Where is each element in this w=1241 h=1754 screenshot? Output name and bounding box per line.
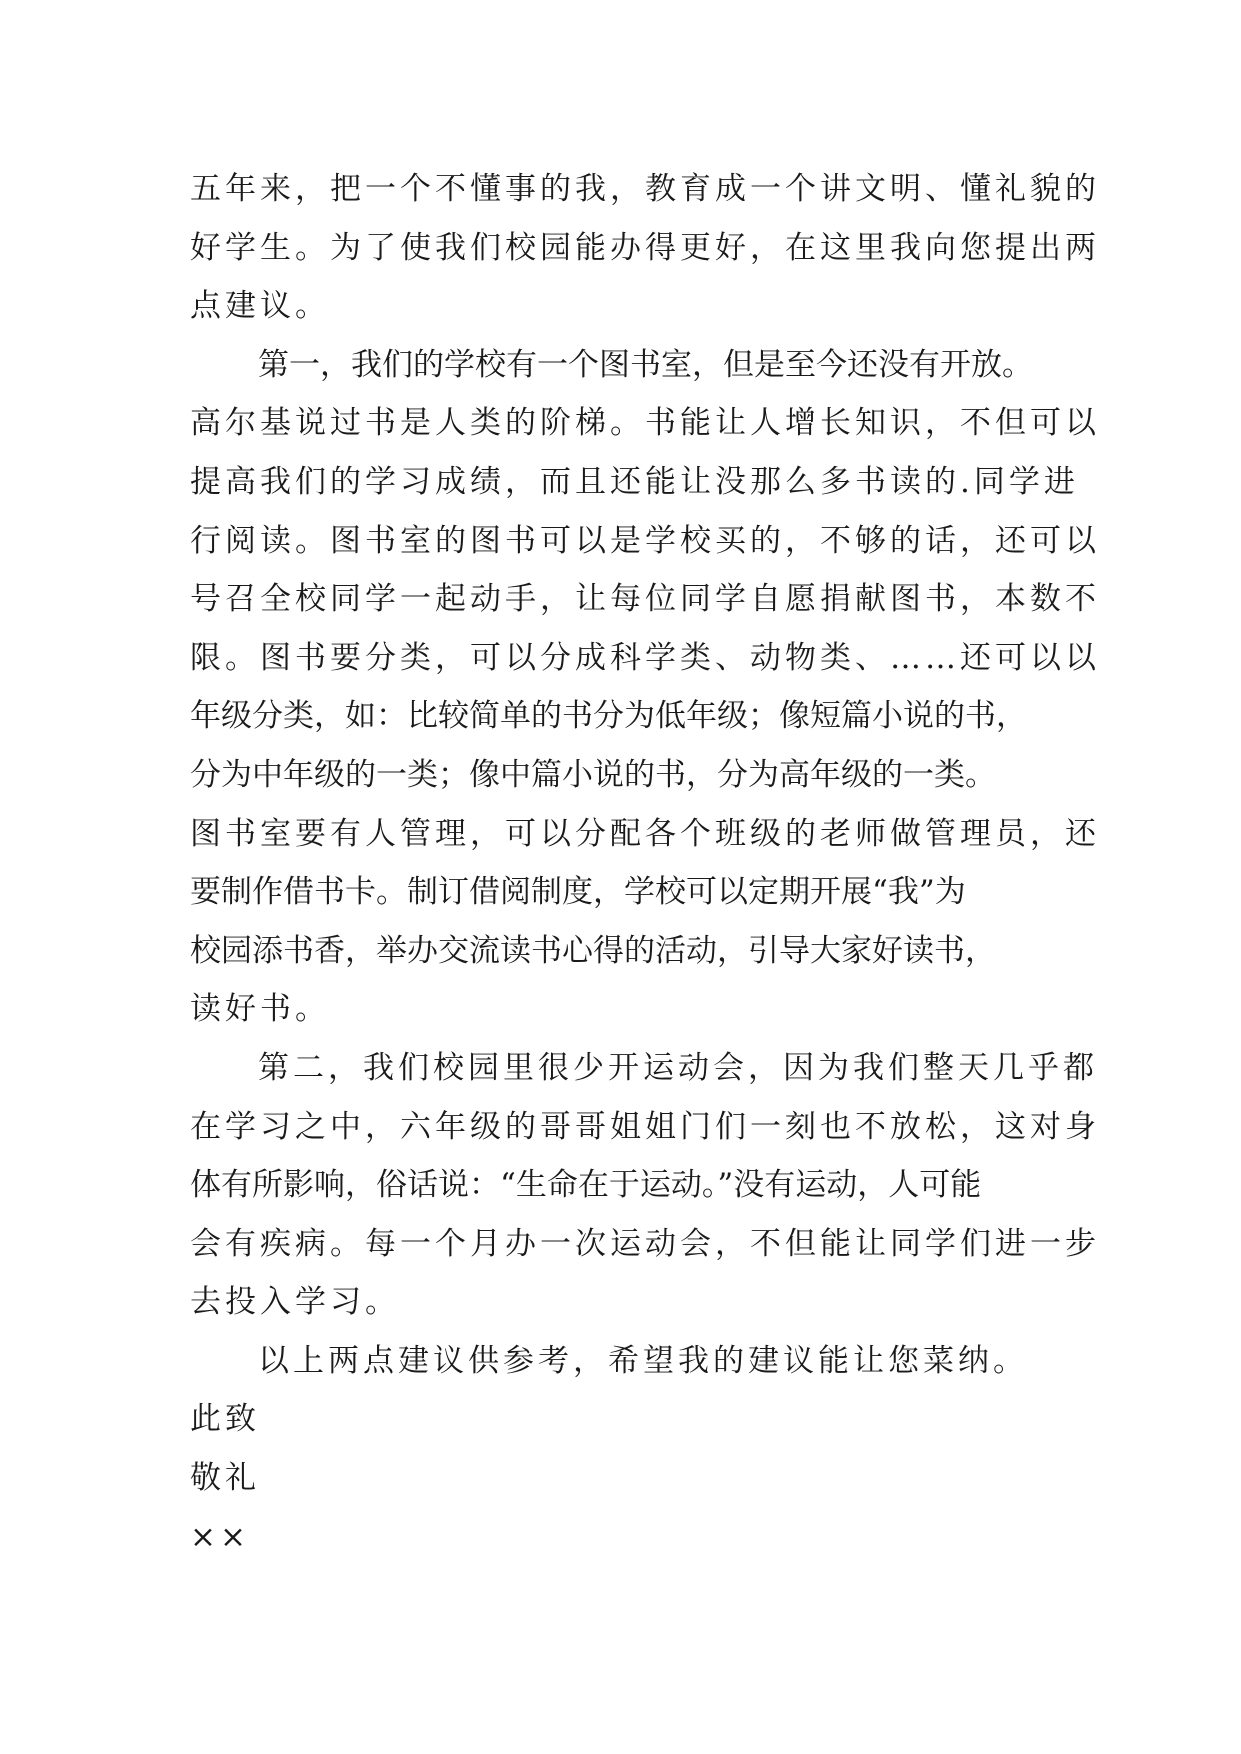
paragraph-start-line: 第一，我们的学校有一个图书室，但是至今还没有开放。: [258, 346, 1033, 383]
salutation-line: 此致: [190, 1401, 260, 1438]
paragraph-start-line: 第二，我们校园里很少开运动会，因为我们整天几乎都: [258, 1049, 1098, 1086]
text-line: 分为中年级的一类；像中篇小说的书，分为高年级的一类。: [190, 756, 996, 793]
text-line: 体有所影响，俗话说：“生命在于运动。”没有运动，人可能: [190, 1167, 982, 1204]
text-line: 去投入学习。: [190, 1284, 400, 1321]
text-line: 要制作借书卡。制订借阅制度，学校可以定期开展“我”为: [190, 874, 966, 911]
text-line: 高尔基说过书是人类的阶梯。书能让人增长知识，不但可以: [190, 405, 1100, 442]
text-line: 图书室要有人管理，可以分配各个班级的老师做管理员，还: [190, 815, 1100, 852]
text-line: 好学生。为了使我们校园能办得更好，在这里我向您提出两: [190, 229, 1100, 266]
text-line: 号召全校同学一起动手，让每位同学自愿捐献图书，本数不: [190, 581, 1100, 618]
text-line: 行阅读。图书室的图书可以是学校买的，不够的话，还可以: [190, 522, 1100, 559]
text-line: 读好书。: [190, 991, 330, 1028]
signature-line: ××: [190, 1518, 250, 1555]
text-line: 校园添书香，举办交流读书心得的活动，引导大家好读书，: [190, 932, 996, 969]
text-line: 五年来，把一个不懂事的我，教育成一个讲文明、懂礼貌的: [190, 171, 1100, 207]
text-line: 点建议。: [190, 288, 330, 325]
text-line: 提高我们的学习成绩，而且还能让没那么多书读的.同学进: [190, 463, 1079, 500]
text-line: 在学习之中，六年级的哥哥姐姐门们一刻也不放松，这对身: [190, 1108, 1100, 1145]
closing-paragraph-line: 以上两点建议供参考，希望我的建议能让您菜纳。: [258, 1342, 1028, 1379]
document-page: [190, 160, 1100, 1566]
salutation-line: 敬礼: [190, 1460, 260, 1497]
text-line: 年级分类，如：比较简单的书分为低年级；像短篇小说的书，: [190, 698, 1027, 735]
text-line: 会有疾病。每一个月办一次运动会，不但能让同学们进一步: [190, 1225, 1100, 1262]
text-line: 限。图书要分类，可以分成科学类、动物类、……还可以以: [190, 639, 1100, 676]
